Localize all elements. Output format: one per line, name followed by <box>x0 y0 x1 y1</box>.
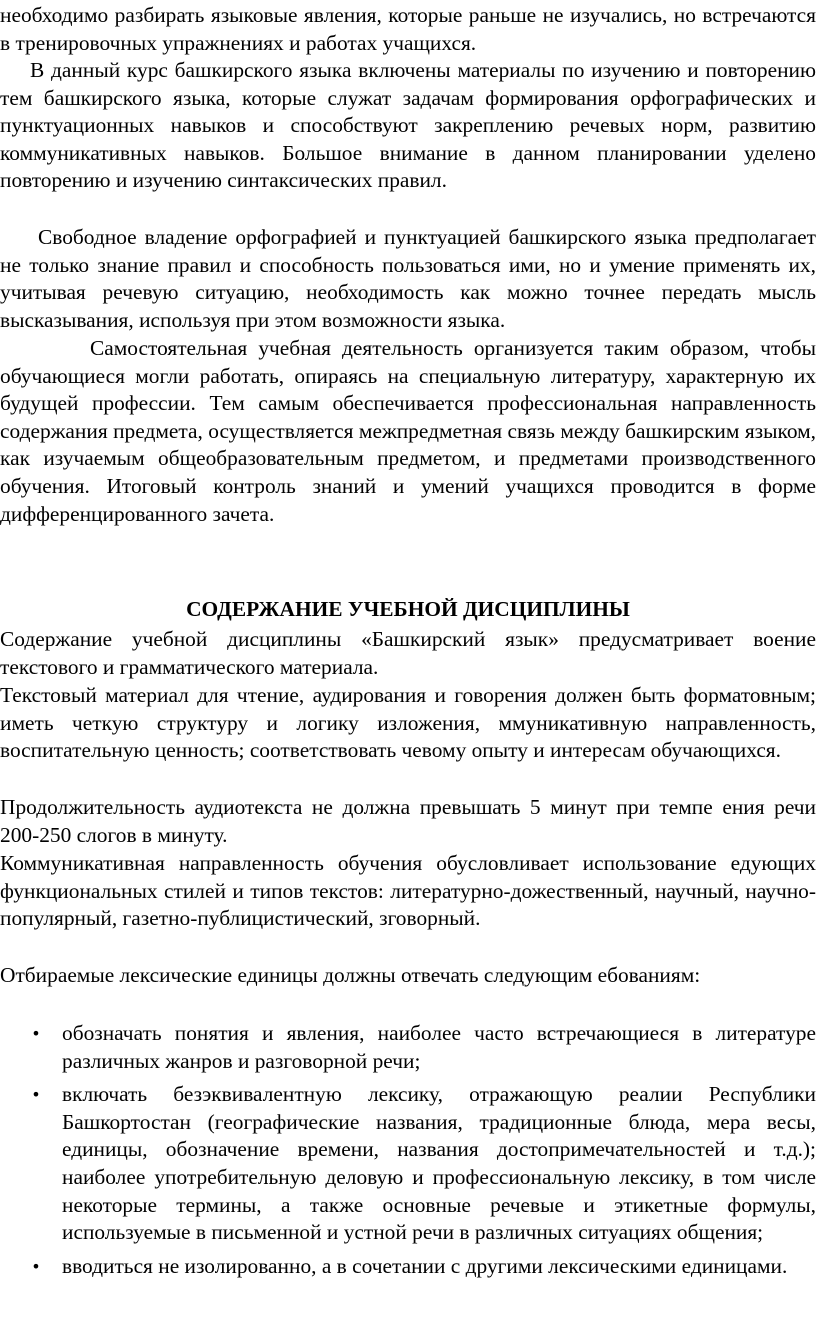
list-item-text: обозначать понятия и явления, наиболее часто встречающиеся в литературе различных жанров и разговорной речи; <box>62 1021 816 1073</box>
list-item <box>0 1020 816 1075</box>
bullet-icon: • <box>31 1256 41 1276</box>
bullet-icon: • <box>31 1085 41 1105</box>
intro-paragraph-1: необходимо разбирать языковые явления, которые раньше не изучались, но встречаются в тренировочных упражнениях и работах учащихся. <box>0 3 816 55</box>
bullet-icon: • <box>31 1024 41 1043</box>
section-paragraph-3: Продолжительность аудиотекста не должна превышать 5 минут при темпе ения речи 200-250 слогов в минуту. <box>0 795 816 847</box>
section-paragraph-4: Коммуникативная направленность обучения обусловливает использование едующих функциональных стилей и типов текстов: литературно-дожественный, научный, научно-популярный, газетно-публицистический, зговорный. <box>0 851 816 931</box>
list-item-text: вводиться не изолированно, а в сочетании с другими лексическими единицами. <box>62 1253 788 1278</box>
section-title: СОДЕРЖАНИЕ УЧЕБНОЙ ДИСЦИПЛИНЫ <box>186 597 630 621</box>
section-paragraph-2: Текстовый материал для чтение, аудирования и говорения должен быть форматовным; иметь четкую структуру и логику изложения, ммуникативную направленность, воспитательную ценность; соответствовать чевому опыту и интересам обучающихся. <box>0 683 816 763</box>
list-item-text: включать безэквивалентную лексику, отражающую реалии Республики Башкортостан (географические названия, традиционные блюда, мера весы, единицы, обозначение времени, названия достопримечательностей и т.д.); наиболее употребительную деловую и профессиональную лексику, в том числе некоторые термины, а также основные речевые и этикетные формулы, используемые в письменной и устной речи в различных ситуациях общения; <box>62 1082 816 1245</box>
intro-paragraph-2: В данный курс башкирского языка включены материалы по изучению и повторению тем башкирского языка, которые служат задачам формирования орфографических и пунктуационных навыков и способствуют закреплению речевых норм, развитию коммуникативных навыков. Большое внимание в данном планировании уделено повторению и изучению синтаксических правил. <box>0 58 816 193</box>
list-item <box>0 1253 816 1281</box>
section-paragraph-1: Содержание учебной дисциплины «Башкирский язык» предусматривает воение текстового и грамматического материала. <box>0 627 816 679</box>
section-paragraph-5: Отбираемые лексические единицы должны отвечать следующим ебованиям: <box>0 963 701 987</box>
requirements-list <box>0 1020 816 1286</box>
intro-paragraph-3: Свободное владение орфографией и пунктуацией башкирского языка предполагает не только знание правил и способность пользоваться ими, но и умение применять их, учитывая речевую ситуацию, необходимость как можно точнее передать мысль высказывания, используя при этом возможности языка. <box>0 225 816 332</box>
intro-paragraph-4: Самостоятельная учебная деятельность организуется таким образом, чтобы обучающиеся могли работать, опираясь на специальную литературу, характерную их будущей профессии. Тем самым обеспечивается профессиональная направленность содержания предмета, осуществляется межпредметная связь между башкирским языком, как изучаемым общеобразовательным предметом, и предметами производственного обучения. Итоговый контроль знаний и умений учащихся проводится в форме дифференцированного зачета. <box>0 336 816 526</box>
list-item <box>0 1081 816 1247</box>
